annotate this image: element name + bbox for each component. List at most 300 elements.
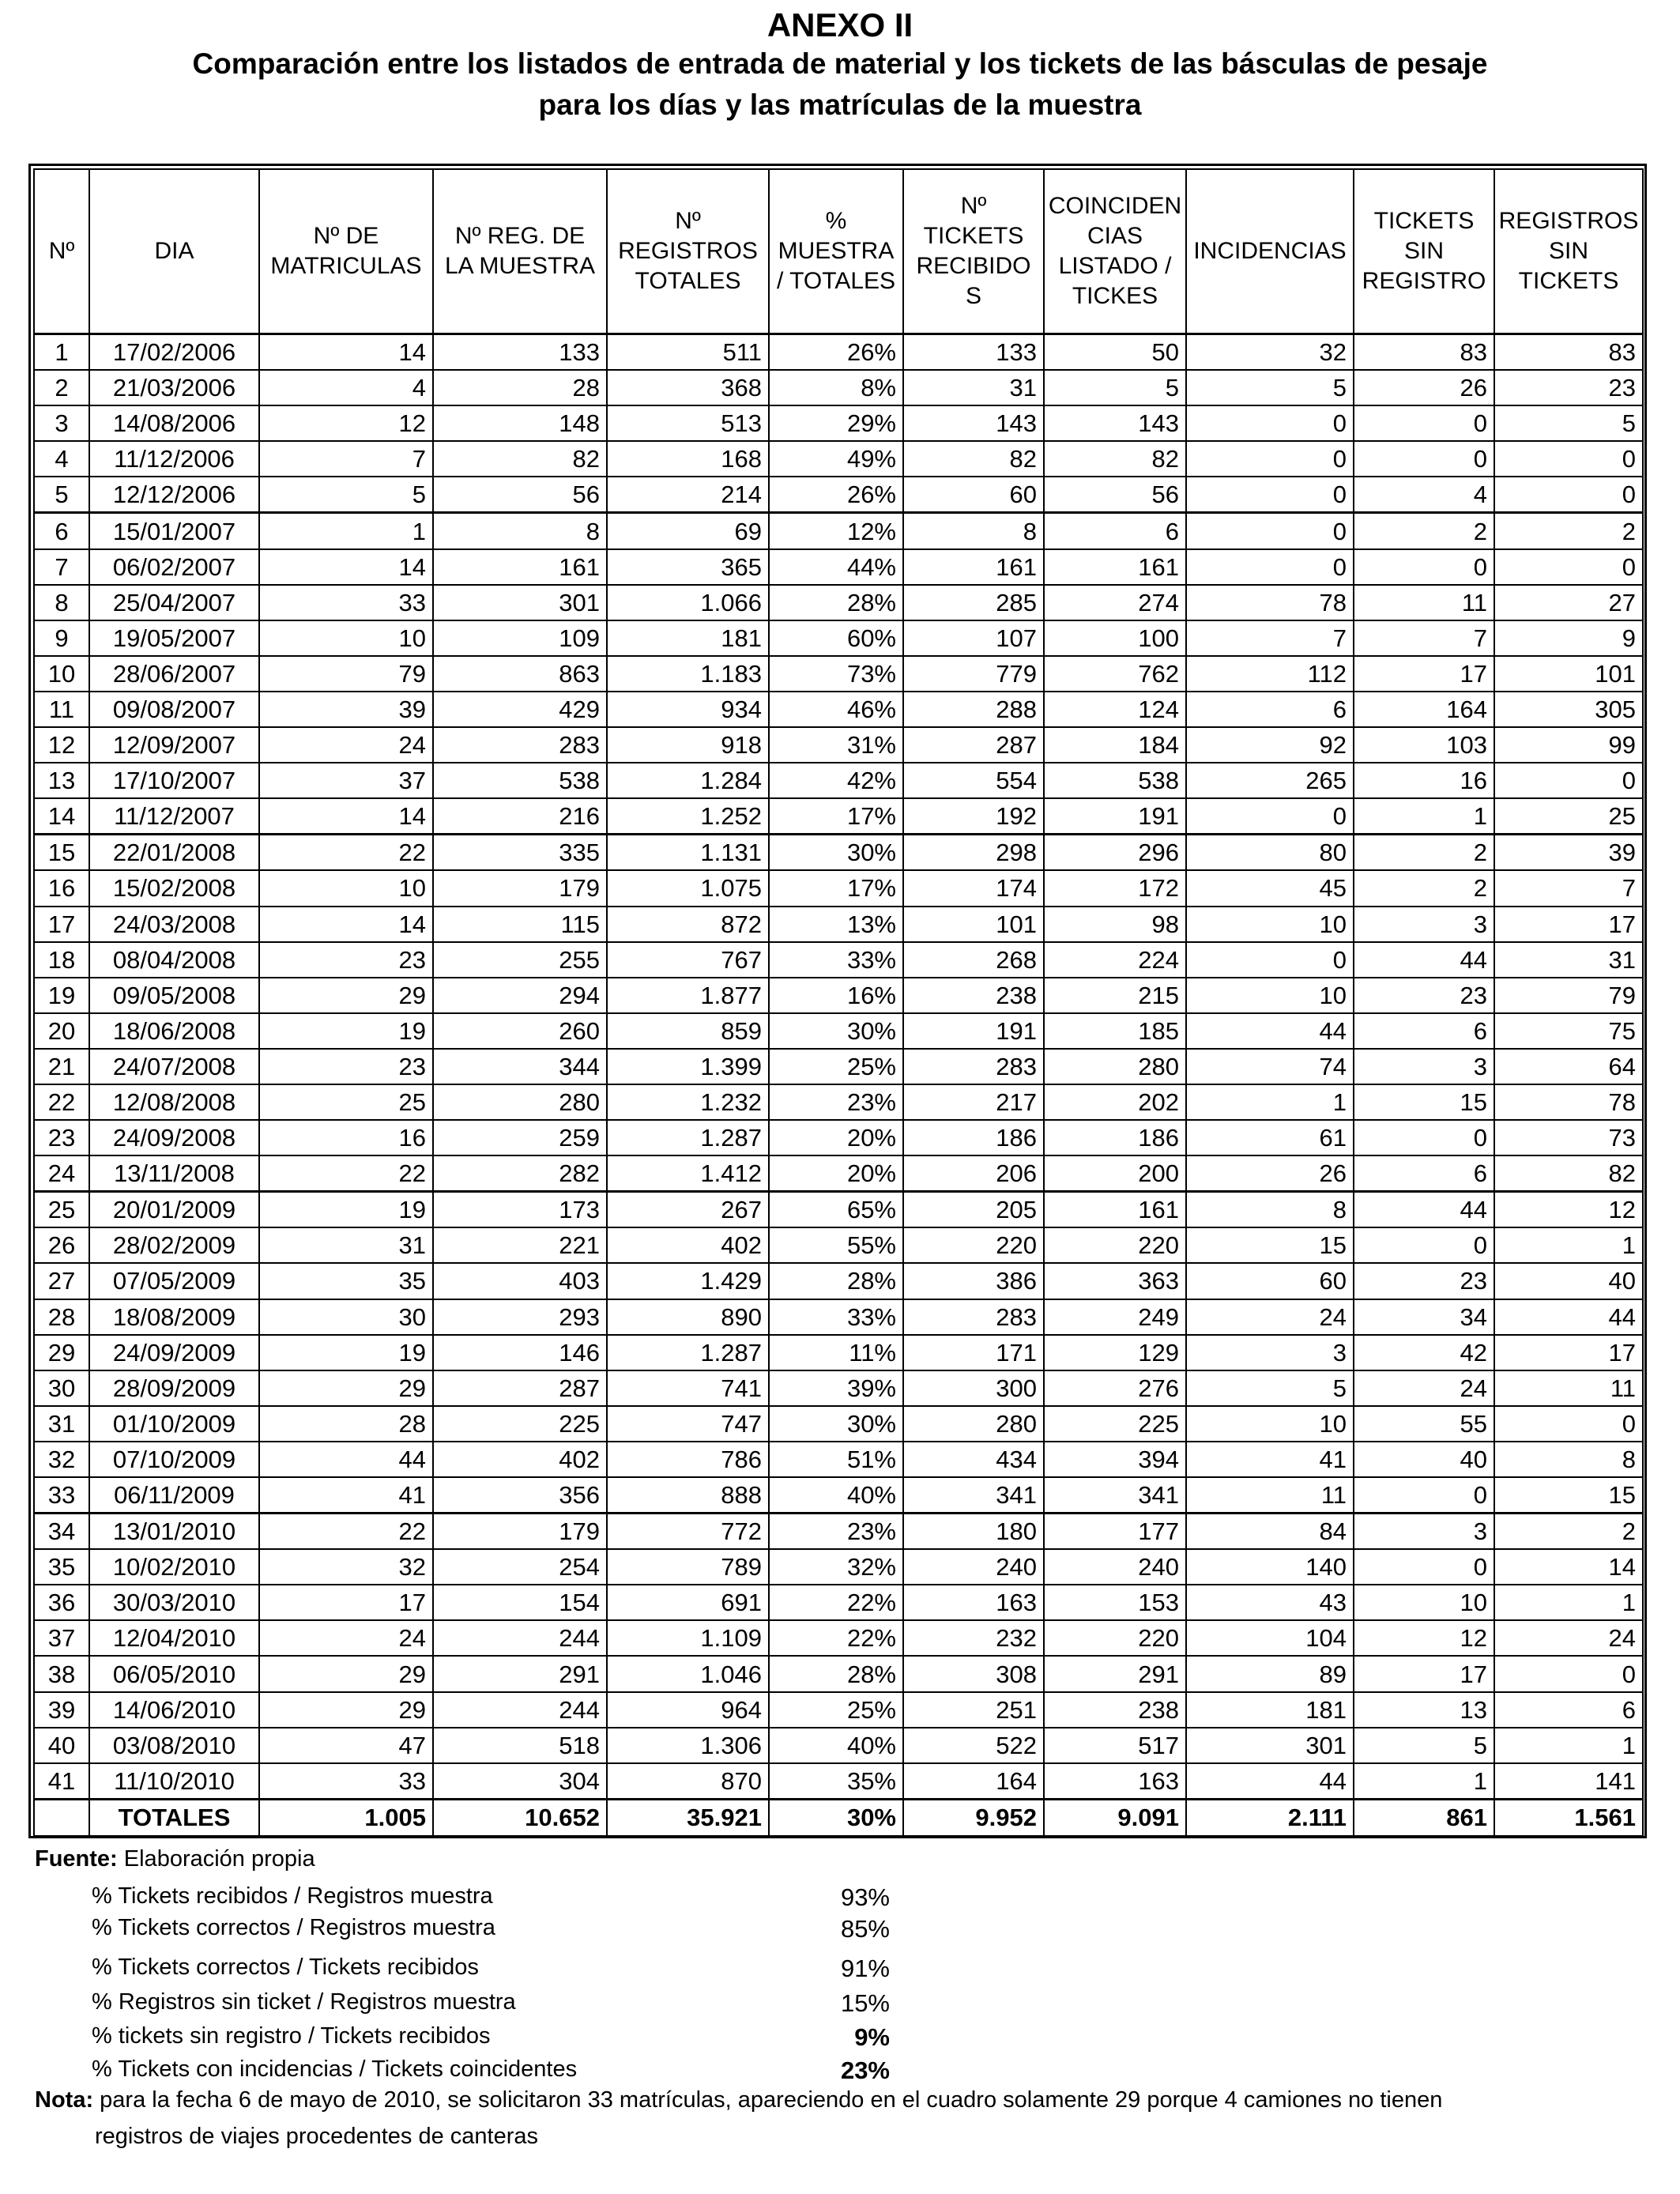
ratio-value: 91% (840, 1955, 890, 1982)
cell-date: 12/12/2006 (89, 477, 259, 513)
cell-reg-muestra: 287 (433, 1370, 607, 1406)
cell-matriculas: 4 (259, 370, 433, 405)
cell-date: 03/08/2010 (89, 1728, 259, 1763)
cell-matriculas: 1 (259, 513, 433, 549)
cell-row-number: 21 (34, 1049, 89, 1084)
cell-incidencias: 2.111 (1186, 1799, 1354, 1836)
cell-tickets-sin-registro: 17 (1354, 1656, 1494, 1691)
ratio-label: % Tickets recibidos / Registros muestra (92, 1883, 493, 1909)
cell-registros-totales: 35.921 (607, 1799, 769, 1836)
cell-date: 13/01/2010 (89, 1514, 259, 1550)
cell-coincidencias: 50 (1044, 334, 1186, 371)
table-row (34, 549, 1643, 585)
table-row (34, 1549, 1643, 1585)
cell-coincidencias: 163 (1044, 1763, 1186, 1800)
table-row (34, 1370, 1643, 1406)
cell-date: 11/10/2010 (89, 1763, 259, 1800)
cell-registros-sin-tickets: 305 (1494, 692, 1643, 727)
cell-registros-sin-tickets: 17 (1494, 1335, 1643, 1370)
cell-registros-sin-tickets: 15 (1494, 1477, 1643, 1514)
cell-coincidencias: 6 (1044, 513, 1186, 549)
cell-coincidencias: 215 (1044, 978, 1186, 1013)
cell-pct-muestra: 30% (769, 1799, 903, 1836)
cell-registros-sin-tickets: 24 (1494, 1620, 1643, 1656)
cell-date: 12/09/2007 (89, 727, 259, 763)
cell-reg-muestra: 133 (433, 334, 607, 371)
cell-row-number: 15 (34, 835, 89, 871)
cell-row-number: 29 (34, 1335, 89, 1370)
cell-date: 09/05/2008 (89, 978, 259, 1013)
cell-pct-muestra: 30% (769, 1013, 903, 1049)
cell-pct-muestra: 30% (769, 835, 903, 871)
cell-matriculas: 16 (259, 1120, 433, 1155)
cell-matriculas: 33 (259, 1763, 433, 1800)
cell-registros-totales: 888 (607, 1477, 769, 1514)
cell-pct-muestra: 42% (769, 763, 903, 798)
cell-pct-muestra: 35% (769, 1763, 903, 1800)
cell-tickets-sin-registro: 34 (1354, 1299, 1494, 1335)
cell-tickets-sin-registro: 26 (1354, 370, 1494, 405)
cell-incidencias: 0 (1186, 477, 1354, 513)
cell-reg-muestra: 146 (433, 1335, 607, 1370)
cell-matriculas: 14 (259, 334, 433, 371)
cell-coincidencias: 280 (1044, 1049, 1186, 1084)
cell-row-number (34, 1799, 89, 1836)
cell-matriculas: 37 (259, 763, 433, 798)
cell-coincidencias: 202 (1044, 1084, 1186, 1120)
ratio-value: 15% (840, 1989, 890, 2017)
cell-pct-muestra: 28% (769, 1656, 903, 1691)
cell-reg-muestra: 10.652 (433, 1799, 607, 1836)
table-row (34, 513, 1643, 549)
cell-date: 30/03/2010 (89, 1585, 259, 1620)
cell-registros-totales: 511 (607, 334, 769, 371)
cell-tickets-sin-registro: 3 (1354, 1514, 1494, 1550)
column-header: Nº (34, 169, 89, 334)
cell-matriculas: 41 (259, 1477, 433, 1514)
cell-row-number: 23 (34, 1120, 89, 1155)
ratio-value: 85% (840, 1915, 890, 1943)
table-row (34, 441, 1643, 477)
column-header: Nº REG. DE LA MUESTRA (433, 169, 607, 334)
cell-matriculas: 24 (259, 1620, 433, 1656)
cell-incidencias: 10 (1186, 1406, 1354, 1442)
table-row (34, 870, 1643, 906)
cell-coincidencias: 276 (1044, 1370, 1186, 1406)
cell-incidencias: 0 (1186, 405, 1354, 441)
cell-registros-totales: 69 (607, 513, 769, 549)
totals-row (34, 1799, 1643, 1836)
cell-pct-muestra: 49% (769, 441, 903, 477)
cell-date: 06/11/2009 (89, 1477, 259, 1514)
cell-date: 13/11/2008 (89, 1155, 259, 1192)
cell-coincidencias: 143 (1044, 405, 1186, 441)
cell-tickets-recibidos: 82 (903, 441, 1044, 477)
cell-tickets-sin-registro: 2 (1354, 513, 1494, 549)
cell-coincidencias: 200 (1044, 1155, 1186, 1192)
cell-registros-sin-tickets: 17 (1494, 907, 1643, 942)
cell-pct-muestra: 60% (769, 620, 903, 656)
cell-tickets-sin-registro: 13 (1354, 1692, 1494, 1728)
cell-coincidencias: 220 (1044, 1620, 1186, 1656)
cell-tickets-sin-registro: 3 (1354, 1049, 1494, 1084)
cell-registros-sin-tickets: 7 (1494, 870, 1643, 906)
ratio-label: % tickets sin registro / Tickets recibidos (92, 2023, 491, 2049)
cell-pct-muestra: 26% (769, 334, 903, 371)
cell-registros-sin-tickets: 8 (1494, 1442, 1643, 1477)
table-row (34, 656, 1643, 692)
cell-incidencias: 0 (1186, 549, 1354, 585)
document-subtitle-line2: para los días y las matrículas de la muestra (538, 89, 1142, 121)
document-subtitle-line1: Comparación entre los listados de entrada de material y los tickets de las básculas de pesaje (192, 47, 1488, 80)
cell-date: TOTALES (89, 1799, 259, 1836)
cell-tickets-sin-registro: 24 (1354, 1370, 1494, 1406)
cell-reg-muestra: 335 (433, 835, 607, 871)
cell-tickets-recibidos: 171 (903, 1335, 1044, 1370)
cell-registros-totales: 1.046 (607, 1656, 769, 1691)
cell-tickets-recibidos: 308 (903, 1656, 1044, 1691)
cell-date: 18/06/2008 (89, 1013, 259, 1049)
cell-tickets-sin-registro: 83 (1354, 334, 1494, 371)
document-title: ANEXO II (767, 6, 913, 43)
cell-registros-totales: 934 (607, 692, 769, 727)
cell-registros-sin-tickets: 75 (1494, 1013, 1643, 1049)
note-label: Nota: (35, 2087, 94, 2113)
cell-row-number: 32 (34, 1442, 89, 1477)
ratio-value: 23% (840, 2056, 890, 2084)
cell-matriculas: 29 (259, 1692, 433, 1728)
cell-incidencias: 44 (1186, 1763, 1354, 1800)
cell-registros-sin-tickets: 0 (1494, 763, 1643, 798)
table-row (34, 727, 1643, 763)
column-header: DIA (89, 169, 259, 334)
cell-incidencias: 89 (1186, 1656, 1354, 1691)
cell-coincidencias: 98 (1044, 907, 1186, 942)
cell-tickets-sin-registro: 17 (1354, 656, 1494, 692)
cell-registros-sin-tickets: 73 (1494, 1120, 1643, 1155)
cell-pct-muestra: 30% (769, 1406, 903, 1442)
cell-tickets-recibidos: 268 (903, 942, 1044, 978)
cell-pct-muestra: 40% (769, 1477, 903, 1514)
cell-coincidencias: 153 (1044, 1585, 1186, 1620)
cell-registros-totales: 691 (607, 1585, 769, 1620)
cell-registros-sin-tickets: 2 (1494, 1514, 1643, 1550)
cell-row-number: 20 (34, 1013, 89, 1049)
cell-matriculas: 29 (259, 978, 433, 1013)
cell-reg-muestra: 282 (433, 1155, 607, 1192)
cell-matriculas: 30 (259, 1299, 433, 1335)
cell-matriculas: 23 (259, 942, 433, 978)
column-header: COINCIDEN CIAS LISTADO / TICKES (1044, 169, 1186, 334)
cell-tickets-recibidos: 180 (903, 1514, 1044, 1550)
cell-reg-muestra: 538 (433, 763, 607, 798)
cell-tickets-recibidos: 300 (903, 1370, 1044, 1406)
cell-reg-muestra: 518 (433, 1728, 607, 1763)
cell-coincidencias: 224 (1044, 942, 1186, 978)
cell-registros-sin-tickets: 31 (1494, 942, 1643, 978)
cell-date: 24/03/2008 (89, 907, 259, 942)
cell-tickets-sin-registro: 23 (1354, 1263, 1494, 1299)
cell-tickets-sin-registro: 0 (1354, 441, 1494, 477)
cell-tickets-recibidos: 205 (903, 1192, 1044, 1228)
cell-registros-totales: 747 (607, 1406, 769, 1442)
cell-date: 12/04/2010 (89, 1620, 259, 1656)
cell-tickets-recibidos: 31 (903, 370, 1044, 405)
cell-row-number: 8 (34, 585, 89, 620)
cell-coincidencias: 124 (1044, 692, 1186, 727)
cell-incidencias: 24 (1186, 1299, 1354, 1335)
table-row (34, 585, 1643, 620)
cell-incidencias: 10 (1186, 978, 1354, 1013)
cell-row-number: 30 (34, 1370, 89, 1406)
cell-reg-muestra: 260 (433, 1013, 607, 1049)
cell-incidencias: 78 (1186, 585, 1354, 620)
cell-tickets-sin-registro: 861 (1354, 1799, 1494, 1836)
cell-row-number: 31 (34, 1406, 89, 1442)
cell-pct-muestra: 32% (769, 1549, 903, 1585)
table-row (34, 1335, 1643, 1370)
cell-incidencias: 11 (1186, 1477, 1354, 1514)
cell-row-number: 3 (34, 405, 89, 441)
cell-incidencias: 74 (1186, 1049, 1354, 1084)
cell-tickets-sin-registro: 6 (1354, 1013, 1494, 1049)
cell-pct-muestra: 55% (769, 1227, 903, 1263)
cell-incidencias: 140 (1186, 1549, 1354, 1585)
cell-matriculas: 79 (259, 656, 433, 692)
cell-registros-sin-tickets: 27 (1494, 585, 1643, 620)
table-row (34, 1620, 1643, 1656)
table-row (34, 1442, 1643, 1477)
cell-row-number: 38 (34, 1656, 89, 1691)
cell-tickets-recibidos: 174 (903, 870, 1044, 906)
cell-incidencias: 32 (1186, 334, 1354, 371)
cell-pct-muestra: 25% (769, 1692, 903, 1728)
cell-registros-totales: 267 (607, 1192, 769, 1228)
cell-pct-muestra: 8% (769, 370, 903, 405)
cell-tickets-sin-registro: 44 (1354, 942, 1494, 978)
cell-row-number: 22 (34, 1084, 89, 1120)
cell-row-number: 37 (34, 1620, 89, 1656)
cell-registros-totales: 1.075 (607, 870, 769, 906)
cell-incidencias: 7 (1186, 620, 1354, 656)
cell-matriculas: 35 (259, 1263, 433, 1299)
cell-tickets-recibidos: 287 (903, 727, 1044, 763)
cell-matriculas: 19 (259, 1013, 433, 1049)
cell-registros-totales: 168 (607, 441, 769, 477)
cell-tickets-recibidos: 101 (903, 907, 1044, 942)
cell-registros-totales: 870 (607, 1763, 769, 1800)
cell-registros-totales: 1.131 (607, 835, 769, 871)
cell-matriculas: 10 (259, 870, 433, 906)
cell-tickets-recibidos: 186 (903, 1120, 1044, 1155)
cell-reg-muestra: 56 (433, 477, 607, 513)
cell-date: 08/04/2008 (89, 942, 259, 978)
cell-coincidencias: 240 (1044, 1549, 1186, 1585)
table-row (34, 620, 1643, 656)
table-row (34, 1477, 1643, 1514)
cell-tickets-sin-registro: 0 (1354, 1120, 1494, 1155)
ratio-label: % Tickets con incidencias / Tickets coincidentes (92, 2056, 578, 2082)
cell-registros-sin-tickets: 0 (1494, 441, 1643, 477)
cell-pct-muestra: 16% (769, 978, 903, 1013)
cell-registros-totales: 1.287 (607, 1335, 769, 1370)
ratio-value: 93% (840, 1883, 890, 1911)
cell-pct-muestra: 40% (769, 1728, 903, 1763)
cell-pct-muestra: 28% (769, 585, 903, 620)
cell-matriculas: 31 (259, 1227, 433, 1263)
cell-registros-sin-tickets: 1 (1494, 1227, 1643, 1263)
cell-registros-totales: 1.877 (607, 978, 769, 1013)
cell-tickets-sin-registro: 0 (1354, 405, 1494, 441)
cell-coincidencias: 517 (1044, 1728, 1186, 1763)
cell-tickets-sin-registro: 1 (1354, 1763, 1494, 1800)
cell-row-number: 25 (34, 1192, 89, 1228)
table-row (34, 942, 1643, 978)
cell-reg-muestra: 259 (433, 1120, 607, 1155)
cell-reg-muestra: 161 (433, 549, 607, 585)
cell-matriculas: 39 (259, 692, 433, 727)
cell-pct-muestra: 25% (769, 1049, 903, 1084)
cell-reg-muestra: 304 (433, 1763, 607, 1800)
note-line1: para la fecha 6 de mayo de 2010, se solicitaron 33 matrículas, apareciendo en el cuadro solamente 29 porque 4 camiones no tienen (93, 2087, 1443, 2113)
cell-reg-muestra: 244 (433, 1620, 607, 1656)
cell-tickets-recibidos: 779 (903, 656, 1044, 692)
cell-coincidencias: 538 (1044, 763, 1186, 798)
table-row (34, 1155, 1643, 1192)
cell-date: 10/02/2010 (89, 1549, 259, 1585)
cell-matriculas: 22 (259, 1514, 433, 1550)
cell-coincidencias: 363 (1044, 1263, 1186, 1299)
cell-tickets-sin-registro: 164 (1354, 692, 1494, 727)
cell-matriculas: 14 (259, 907, 433, 942)
cell-reg-muestra: 179 (433, 1514, 607, 1550)
table-row (34, 978, 1643, 1013)
column-header: Nº REGISTROS TOTALES (607, 169, 769, 334)
cell-tickets-recibidos: 283 (903, 1049, 1044, 1084)
cell-row-number: 18 (34, 942, 89, 978)
cell-pct-muestra: 12% (769, 513, 903, 549)
cell-date: 28/06/2007 (89, 656, 259, 692)
cell-incidencias: 80 (1186, 835, 1354, 871)
cell-pct-muestra: 22% (769, 1585, 903, 1620)
cell-tickets-sin-registro: 1 (1354, 798, 1494, 835)
column-header: % MUESTRA / TOTALES (769, 169, 903, 334)
cell-registros-sin-tickets: 40 (1494, 1263, 1643, 1299)
cell-reg-muestra: 403 (433, 1263, 607, 1299)
cell-pct-muestra: 33% (769, 1299, 903, 1335)
cell-row-number: 26 (34, 1227, 89, 1263)
table-row (34, 1299, 1643, 1335)
cell-registros-sin-tickets: 6 (1494, 1692, 1643, 1728)
cell-reg-muestra: 255 (433, 942, 607, 978)
cell-tickets-recibidos: 9.952 (903, 1799, 1044, 1836)
cell-tickets-recibidos: 192 (903, 798, 1044, 835)
cell-pct-muestra: 13% (769, 907, 903, 942)
cell-registros-totales: 1.109 (607, 1620, 769, 1656)
cell-coincidencias: 191 (1044, 798, 1186, 835)
cell-tickets-recibidos: 143 (903, 405, 1044, 441)
cell-row-number: 28 (34, 1299, 89, 1335)
cell-matriculas: 10 (259, 620, 433, 656)
cell-registros-sin-tickets: 1.561 (1494, 1799, 1643, 1836)
cell-registros-totales: 365 (607, 549, 769, 585)
cell-matriculas: 1.005 (259, 1799, 433, 1836)
cell-pct-muestra: 28% (769, 1263, 903, 1299)
cell-tickets-sin-registro: 0 (1354, 1477, 1494, 1514)
cell-reg-muestra: 148 (433, 405, 607, 441)
cell-tickets-recibidos: 163 (903, 1585, 1044, 1620)
cell-tickets-sin-registro: 12 (1354, 1620, 1494, 1656)
cell-date: 20/01/2009 (89, 1192, 259, 1228)
cell-incidencias: 92 (1186, 727, 1354, 763)
cell-reg-muestra: 28 (433, 370, 607, 405)
cell-matriculas: 22 (259, 835, 433, 871)
cell-pct-muestra: 33% (769, 942, 903, 978)
table-row (34, 1763, 1643, 1800)
cell-incidencias: 104 (1186, 1620, 1354, 1656)
cell-pct-muestra: 73% (769, 656, 903, 692)
cell-matriculas: 12 (259, 405, 433, 441)
cell-tickets-sin-registro: 3 (1354, 907, 1494, 942)
cell-date: 14/06/2010 (89, 1692, 259, 1728)
cell-reg-muestra: 429 (433, 692, 607, 727)
cell-pct-muestra: 23% (769, 1514, 903, 1550)
cell-coincidencias: 5 (1044, 370, 1186, 405)
cell-coincidencias: 161 (1044, 549, 1186, 585)
source-text: Elaboración propia (117, 1846, 315, 1872)
table-row (34, 477, 1643, 513)
cell-tickets-sin-registro: 10 (1354, 1585, 1494, 1620)
cell-incidencias: 8 (1186, 1192, 1354, 1228)
cell-tickets-recibidos: 285 (903, 585, 1044, 620)
cell-tickets-recibidos: 217 (903, 1084, 1044, 1120)
table-row (34, 1728, 1643, 1763)
cell-tickets-sin-registro: 2 (1354, 870, 1494, 906)
cell-date: 17/10/2007 (89, 763, 259, 798)
cell-coincidencias: 291 (1044, 1656, 1186, 1691)
cell-registros-totales: 1.429 (607, 1263, 769, 1299)
cell-tickets-sin-registro: 15 (1354, 1084, 1494, 1120)
cell-registros-sin-tickets: 0 (1494, 549, 1643, 585)
cell-pct-muestra: 51% (769, 1442, 903, 1477)
cell-registros-totales: 1.232 (607, 1084, 769, 1120)
table-row (34, 405, 1643, 441)
cell-matriculas: 44 (259, 1442, 433, 1477)
cell-registros-totales: 1.183 (607, 656, 769, 692)
cell-row-number: 9 (34, 620, 89, 656)
table-row (34, 1192, 1643, 1228)
cell-registros-sin-tickets: 9 (1494, 620, 1643, 656)
cell-tickets-recibidos: 206 (903, 1155, 1044, 1192)
cell-reg-muestra: 8 (433, 513, 607, 549)
comparison-table (33, 168, 1644, 1837)
table-row (34, 1263, 1643, 1299)
cell-tickets-recibidos: 288 (903, 692, 1044, 727)
cell-registros-totales: 964 (607, 1692, 769, 1728)
cell-registros-sin-tickets: 2 (1494, 513, 1643, 549)
cell-incidencias: 6 (1186, 692, 1354, 727)
cell-coincidencias: 82 (1044, 441, 1186, 477)
cell-row-number: 13 (34, 763, 89, 798)
cell-matriculas: 14 (259, 549, 433, 585)
cell-reg-muestra: 115 (433, 907, 607, 942)
cell-matriculas: 47 (259, 1728, 433, 1763)
cell-coincidencias: 220 (1044, 1227, 1186, 1263)
source-label: Fuente: (35, 1846, 118, 1872)
cell-coincidencias: 238 (1044, 1692, 1186, 1728)
cell-registros-sin-tickets: 0 (1494, 1406, 1643, 1442)
cell-tickets-recibidos: 238 (903, 978, 1044, 1013)
